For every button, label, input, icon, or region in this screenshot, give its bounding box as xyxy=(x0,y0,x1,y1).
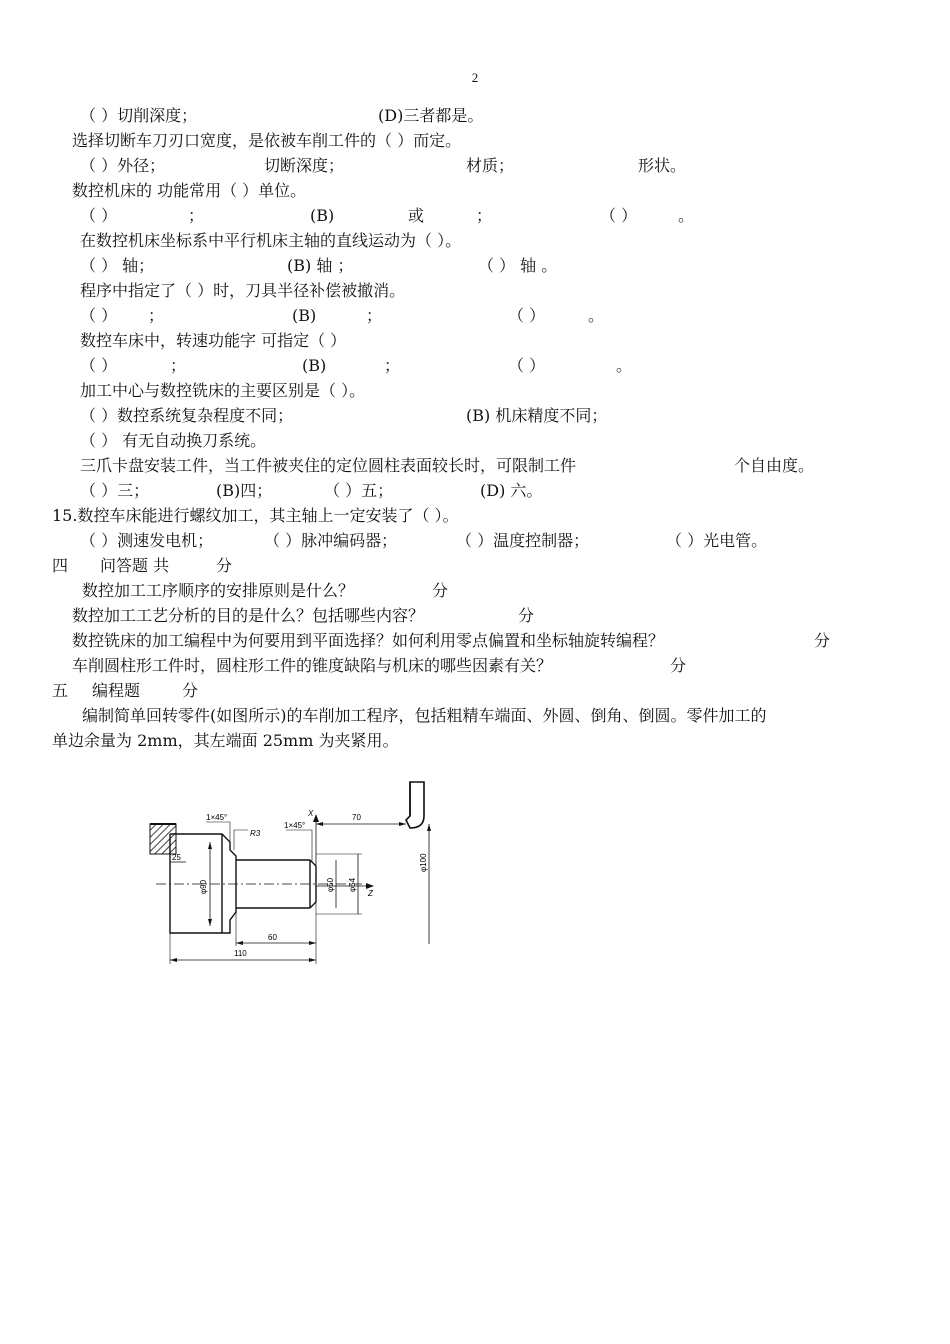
page-number: 2 xyxy=(471,70,479,85)
text-line-22-part-2: 分 xyxy=(814,631,831,650)
text-line-3-part-3: 材质； xyxy=(466,156,515,175)
text-line-15-part-1: 三爪卡盘安装工件，当工件被夹住的定位圆柱表面较长时，可限制工件 xyxy=(80,456,577,475)
text-line-9-part-6: 。 xyxy=(588,306,605,325)
text-line-18-part-3: （ ）温度控制器； xyxy=(456,531,590,550)
dim-25-label: 25 xyxy=(172,853,181,862)
text-line-6-part-1: 在数控机床坐标系中平行机床主轴的直线运动为（ ）。 xyxy=(80,231,462,250)
text-line-20-part-2: 分 xyxy=(432,581,449,600)
dim-60-label: 60 xyxy=(268,933,277,942)
text-line-16-part-3: （ ）五； xyxy=(324,481,394,500)
text-line-11-part-5: （ ） xyxy=(508,356,546,375)
text-line-21-part-1: 数控加工工艺分析的目的是什么？包括哪些内容？ xyxy=(72,606,425,625)
dim-70-label: 70 xyxy=(352,813,361,822)
text-line-11-part-2: ； xyxy=(170,356,187,375)
text-line-9-part-3: (B) xyxy=(292,306,317,325)
chamfer-left-label: 1×45° xyxy=(206,813,228,822)
radius-label: R3 xyxy=(250,829,261,838)
text-line-18-part-1: （ ）测速发电机； xyxy=(80,531,214,550)
text-line-7-part-1: （ ） 轴； xyxy=(80,256,155,275)
text-line-3-part-1: （ ）外径； xyxy=(80,156,166,175)
text-line-25-part-1: 编制简单回转零件(如图所示)的车削加工程序，包括粗精车端面、外圆、倒角、倒圆。零件加工的 xyxy=(82,706,767,725)
dia-54-label: φ54 xyxy=(348,877,357,892)
text-line-13-part-2: (B) 机床精度不同； xyxy=(466,406,608,425)
text-line-18-part-4: （ ）光电管。 xyxy=(666,531,768,550)
text-line-21-part-2: 分 xyxy=(518,606,535,625)
text-line-2-part-1: 选择切断车刀刃口宽度，是依被车削工件的（ ）而定。 xyxy=(72,131,462,150)
chuck-jaw xyxy=(150,824,176,854)
text-line-7-part-3: （ ） 轴 。 xyxy=(478,256,558,275)
text-line-11-part-1: （ ） xyxy=(80,356,118,375)
part-drawing xyxy=(126,776,456,980)
dim-110-label: 110 xyxy=(234,949,247,958)
turned-part-diagram xyxy=(126,776,456,976)
text-line-11-part-4: ； xyxy=(384,356,401,375)
text-line-5-part-2: ； xyxy=(188,206,205,225)
text-line-17-part-1: 15.数控车床能进行螺纹加工，其主轴上一定安装了（ ）。 xyxy=(52,506,459,525)
text-line-8-part-1: 程序中指定了（ ）时，刀具半径补偿被撤消。 xyxy=(80,281,406,300)
text-line-16-part-2: (B)四； xyxy=(216,481,273,500)
text-line-19-part-3: 分 xyxy=(216,556,233,575)
text-line-12-part-1: 加工中心与数控铣床的主要区别是（ ）。 xyxy=(80,381,366,400)
text-line-11-part-6: 。 xyxy=(616,356,633,375)
text-line-15-part-2: 个自由度。 xyxy=(734,456,815,475)
text-line-9-part-5: （ ） xyxy=(508,306,546,325)
text-line-23-part-2: 分 xyxy=(670,656,687,675)
x-axis-label: X xyxy=(308,809,314,818)
dia-50-label: φ50 xyxy=(326,877,335,892)
dia-100-label: φ100 xyxy=(419,853,428,872)
dia-90-label: φ90 xyxy=(199,879,208,894)
text-line-18-part-2: （ ）脉冲编码器； xyxy=(264,531,398,550)
text-line-1-part-1: （ ）切削深度； xyxy=(80,106,198,125)
text-line-16-part-4: (D) 六。 xyxy=(480,481,543,500)
text-line-9-part-2: ； xyxy=(148,306,165,325)
text-line-10-part-1: 数控车床中，转速功能字 可指定（ ） xyxy=(80,331,347,350)
text-line-16-part-1: （ ）三； xyxy=(80,481,150,500)
text-line-5-part-4: 或 xyxy=(408,206,425,225)
text-line-13-part-1: （ ）数控系统复杂程度不同； xyxy=(80,406,294,425)
text-line-5-part-7: 。 xyxy=(678,206,695,225)
text-line-19-part-1: 四 xyxy=(52,556,69,575)
text-line-23-part-1: 车削圆柱形工件时，圆柱形工件的锥度缺陷与机床的哪些因素有关？ xyxy=(72,656,553,675)
text-line-3-part-4: 形状。 xyxy=(638,156,687,175)
text-line-3-part-2: 切断深度； xyxy=(264,156,345,175)
text-line-4-part-1: 数控机床的 功能常用（ ）单位。 xyxy=(72,181,307,200)
text-line-14-part-1: （ ） 有无自动换刀系统。 xyxy=(80,431,267,450)
text-line-26-part-1: 单边余量为 2mm，其左端面 25mm 为夹紧用。 xyxy=(52,731,399,750)
text-line-11-part-3: (B) xyxy=(302,356,327,375)
text-line-7-part-2: (B) 轴 ； xyxy=(287,256,354,275)
cutting-tool xyxy=(406,782,424,828)
z-axis-label: Z xyxy=(368,889,373,898)
text-line-24-part-3: 分 xyxy=(182,681,199,700)
text-line-19-part-2: 问答题 共 xyxy=(100,556,170,575)
workpiece-outline xyxy=(170,834,316,933)
text-line-9-part-4: ； xyxy=(366,306,383,325)
text-line-24-part-1: 五 xyxy=(52,681,69,700)
text-line-22-part-1: 数控铣床的加工编程中为何要用到平面选择？如何利用零点偏置和坐标轴旋转编程？ xyxy=(72,631,665,650)
text-line-20-part-1: 数控加工工序顺序的安排原则是什么？ xyxy=(82,581,355,600)
text-line-9-part-1: （ ） xyxy=(80,306,118,325)
chamfer-right-label: 1×45° xyxy=(284,821,306,830)
text-line-5-part-6: （ ） xyxy=(600,206,638,225)
text-line-5-part-3: (B) xyxy=(310,206,335,225)
text-line-1-part-2: (D)三者都是。 xyxy=(378,106,484,125)
text-line-5-part-5: ； xyxy=(476,206,493,225)
text-line-24-part-2: 编程题 xyxy=(92,681,141,700)
text-line-5-part-1: （ ） xyxy=(80,206,118,225)
